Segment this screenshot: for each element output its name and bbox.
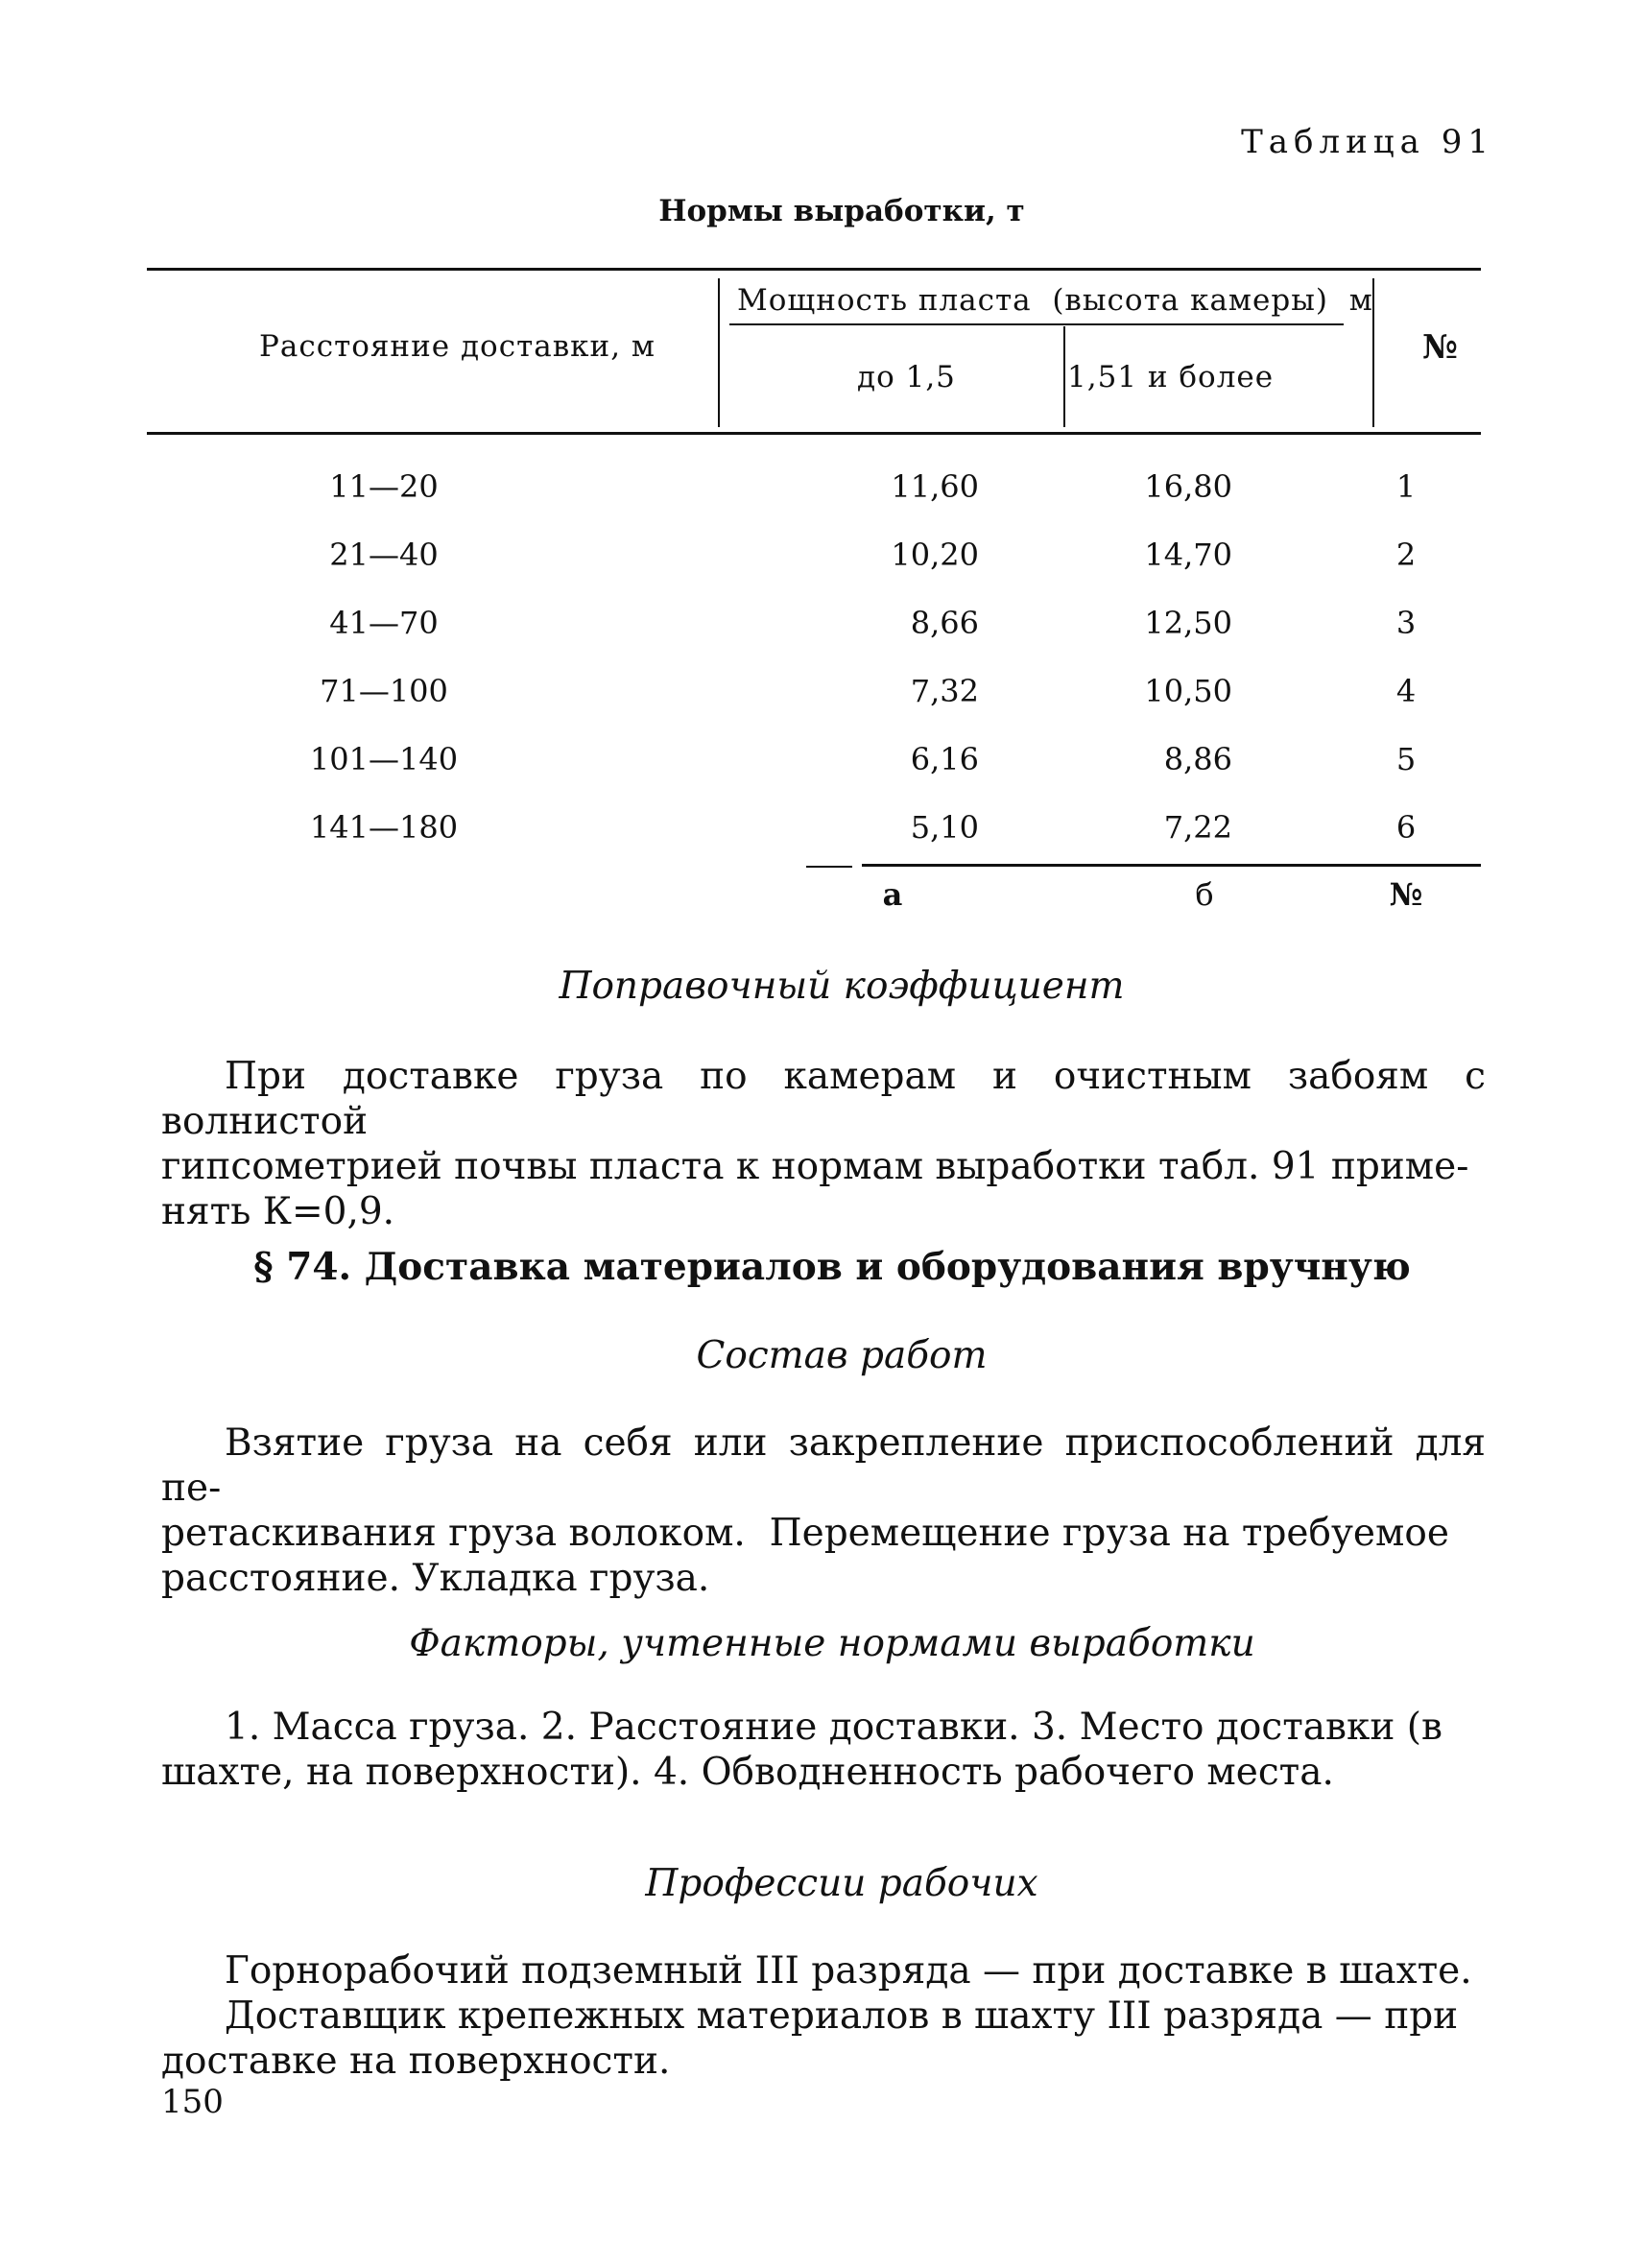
row-number: 5 <box>1395 741 1417 777</box>
text-line: гипсометрией почвы пласта к нормам выработки табл. 91 приме- <box>161 1145 1469 1188</box>
row-value-b: 7,22 <box>1163 809 1232 846</box>
row-value-a: 6,16 <box>910 741 979 777</box>
row-value-a: 5,10 <box>910 809 979 846</box>
row-value-a: 10,20 <box>891 537 979 573</box>
row-distance: 101—140 <box>309 741 459 777</box>
factors-heading: Факторы, учтенные нормами выработки <box>409 1622 1255 1665</box>
row-value-a: 8,66 <box>910 605 979 641</box>
page-number: 150 <box>161 2083 224 2121</box>
correction-heading: Поправочный коэффициент <box>559 965 1125 1008</box>
text-line: 1. Масса груза. 2. Расстояние доставки. 3. Место доставки (в <box>225 1706 1442 1749</box>
text-line: нять К=0,9. <box>161 1190 395 1233</box>
header-divider-mid <box>1063 326 1065 427</box>
text-line: При доставке груза по камерам и очистным забоям с волнистой <box>161 1055 1486 1143</box>
row-number: 3 <box>1395 605 1417 641</box>
header-col-a: до 1,5 <box>857 360 956 394</box>
text-line: шахте, на поверхности). 4. Обводненность рабочего места. <box>161 1751 1334 1794</box>
section-heading: § 74. Доставка материалов и оборудования вручную <box>253 1245 1411 1289</box>
table-header-bottom-rule <box>147 432 1481 435</box>
table-title: Нормы выработки, т <box>658 194 1025 228</box>
row-value-b: 16,80 <box>1144 468 1232 505</box>
text-line: Взятие груза на себя или закрепление приспособлений для пе- <box>161 1421 1486 1510</box>
row-value-b: 12,50 <box>1144 605 1232 641</box>
row-value-b: 10,50 <box>1144 673 1232 709</box>
header-thickness: Мощность пласта (высота камеры) м <box>737 283 1373 318</box>
table-footer-rule-short <box>806 866 852 868</box>
row-distance: 41—70 <box>329 605 439 641</box>
header-divider-left <box>718 278 720 427</box>
row-distance: 71—100 <box>320 673 448 709</box>
row-distance: 21—40 <box>329 537 439 573</box>
text-line: доставке на поверхности. <box>161 2040 671 2083</box>
table-footer-rule <box>862 864 1481 867</box>
header-distance: Расстояние доставки, м <box>259 329 656 364</box>
row-value-a: 11,60 <box>891 468 979 505</box>
row-distance: 11—20 <box>329 468 439 505</box>
header-subgroup-rule <box>729 323 1344 325</box>
row-value-a: 7,32 <box>910 673 979 709</box>
row-value-b: 8,86 <box>1163 741 1232 777</box>
row-value-b: 14,70 <box>1144 537 1232 573</box>
row-number: 6 <box>1395 809 1417 846</box>
text-line: ретаскивания груза волоком. Перемещение груза на требуемое <box>161 1512 1449 1555</box>
footer-col-no: № <box>1389 876 1423 913</box>
text-line: Горнорабочий подземный III разряда — при доставке в шахте. <box>225 1949 1472 1993</box>
text-line: Доставщик крепежных материалов в шахту III разряда — при <box>225 1994 1459 2038</box>
header-col-b: 1,51 и более <box>1067 360 1275 394</box>
correction-paragraph <box>161 1054 1486 1234</box>
row-distance: 141—180 <box>309 809 459 846</box>
composition-paragraph <box>161 1420 1486 1601</box>
table-number-label: Таблица 91 <box>1241 123 1494 161</box>
row-number: 1 <box>1395 468 1417 505</box>
table-top-rule <box>147 268 1481 271</box>
composition-heading: Состав работ <box>696 1334 988 1377</box>
header-col-no: № <box>1422 328 1459 367</box>
footer-col-b: б <box>1195 876 1214 913</box>
professions-paragraph <box>161 1948 1486 2084</box>
professions-heading: Профессии рабочих <box>645 1862 1038 1905</box>
footer-col-a: а <box>882 876 903 913</box>
factors-paragraph <box>161 1705 1486 1795</box>
row-number: 4 <box>1395 673 1417 709</box>
row-number: 2 <box>1395 537 1417 573</box>
text-line: расстояние. Укладка груза. <box>161 1557 710 1600</box>
